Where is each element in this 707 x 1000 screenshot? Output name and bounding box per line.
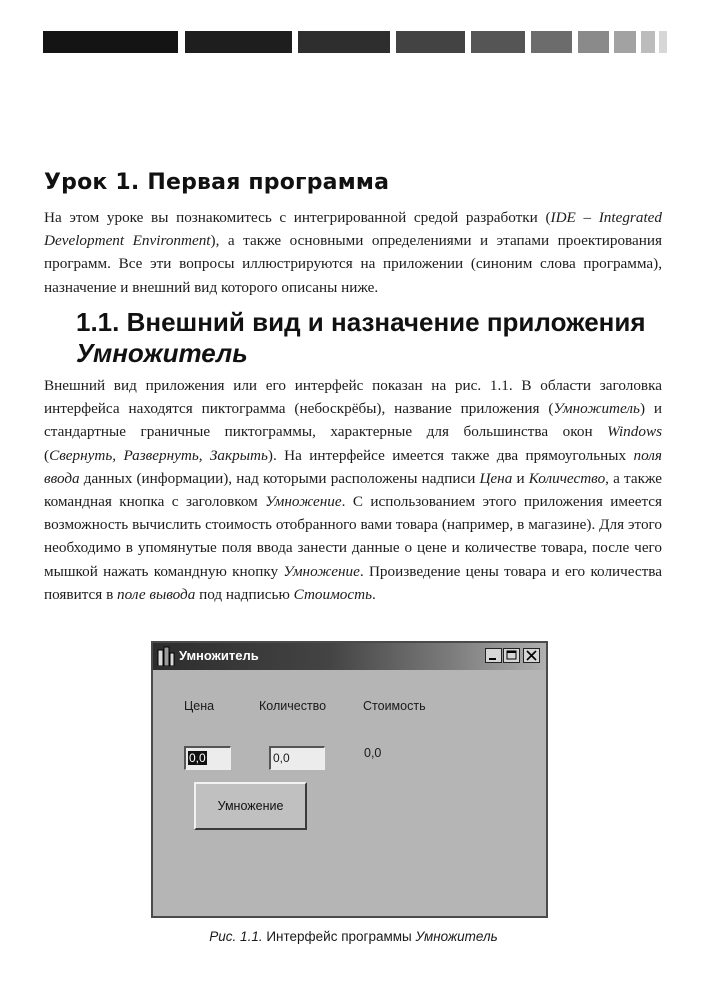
text-run: . Произведение цены товара и его количества появится в	[44, 562, 662, 603]
header-bar	[298, 31, 390, 53]
text-run-italic: Умножитель	[553, 400, 640, 418]
figure-caption	[0, 929, 707, 944]
text-run-italic: поля ввода	[44, 446, 662, 487]
header-bar	[659, 31, 667, 53]
text-run: (	[44, 446, 50, 464]
caption-text: Интерфейс программы	[262, 929, 416, 944]
quantity-label: Количество	[259, 699, 327, 713]
section-app-name: Умножитель	[76, 338, 248, 368]
section-heading	[76, 307, 676, 369]
text-run-italic: Свернуть, Развернуть, Закрыть	[49, 446, 268, 464]
section-title: 1.1. Внешний вид и назначение приложения	[76, 307, 646, 337]
price-label: Цена	[184, 699, 215, 713]
text-run: . С использованием этого приложения имеется возможность вычислить стоимость отобранного вами товара (например, в магазине). Для этого необходимо в упомянутые поля ввода занести данные о цене и количестве товара, после чего мышкой нажать командную кнопку	[44, 493, 663, 580]
header-bar	[578, 31, 609, 53]
maximize-icon[interactable]	[503, 648, 520, 663]
quantity-input-value: 0,0	[273, 751, 290, 765]
text-run: .	[372, 585, 376, 603]
cost-label: Стоимость	[363, 699, 426, 713]
text-run-italic: Цена	[479, 469, 513, 487]
caption-prefix: Рис. 1.1.	[209, 929, 263, 944]
header-bar	[614, 31, 636, 53]
multiply-button[interactable]	[194, 782, 307, 830]
text-run: Внешний вид приложения или его интерфейс показан на рис. 1.1. В области заголовка интерфейса находятся пиктограмма (небоскрёбы), название приложения (	[44, 377, 662, 418]
text-run: и	[512, 469, 529, 487]
header-bar	[471, 31, 525, 53]
multiply-button-label: Умножение	[217, 799, 284, 813]
text-run-italic: Windows	[607, 423, 662, 441]
intro-paragraph	[44, 206, 662, 299]
multiplier-window	[151, 641, 548, 918]
text-run: На этом уроке вы познакомитесь с интегрированной средой разработки (	[44, 209, 551, 226]
header-bar	[531, 31, 572, 53]
text-run-italic: Стоимость	[293, 585, 373, 603]
text-run-italic: Умножение	[265, 493, 342, 511]
quantity-input[interactable]	[269, 746, 325, 770]
minimize-icon[interactable]	[485, 648, 502, 663]
text-run-italic: Количество	[528, 469, 606, 487]
header-bar	[641, 31, 655, 53]
cost-output: 0,0	[364, 746, 382, 760]
header-bar	[185, 31, 292, 53]
skyscrapers-icon[interactable]	[157, 646, 175, 666]
text-run: ). На интерфейсе имеется также два прямоугольных	[267, 446, 634, 464]
header-bar	[43, 31, 178, 53]
header-bar	[396, 31, 465, 53]
text-run: данных (информации), над которыми расположены надписи	[79, 469, 480, 487]
text-run: ), а также основными определениями и этапами проектирования программ. Все эти вопросы иллюстрируются на приложении (синоним слова программа), назначение и внешний вид которого описаны ниже.	[44, 232, 662, 296]
caption-app-name: Умножитель	[415, 929, 498, 944]
close-icon[interactable]	[523, 648, 540, 663]
price-input-value: 0,0	[189, 751, 206, 765]
text-run-italic: IDE – Integrated Development Environment	[44, 209, 662, 250]
text-run: , а также командная кнопка с заголовком	[44, 469, 662, 511]
text-run: под надписью	[195, 585, 294, 603]
lesson-heading: Урок 1. Первая программа	[44, 170, 390, 195]
text-run: ) и стандартные граничные пиктограммы, характерные для большинства окон	[44, 400, 662, 441]
body-paragraph	[44, 374, 662, 606]
price-input[interactable]	[184, 746, 231, 770]
text-run-italic: поле вывода	[117, 585, 196, 603]
window-title: Умножитель	[179, 648, 259, 663]
text-run-italic: Умножение	[283, 562, 360, 580]
window-titlebar[interactable]	[153, 643, 546, 670]
